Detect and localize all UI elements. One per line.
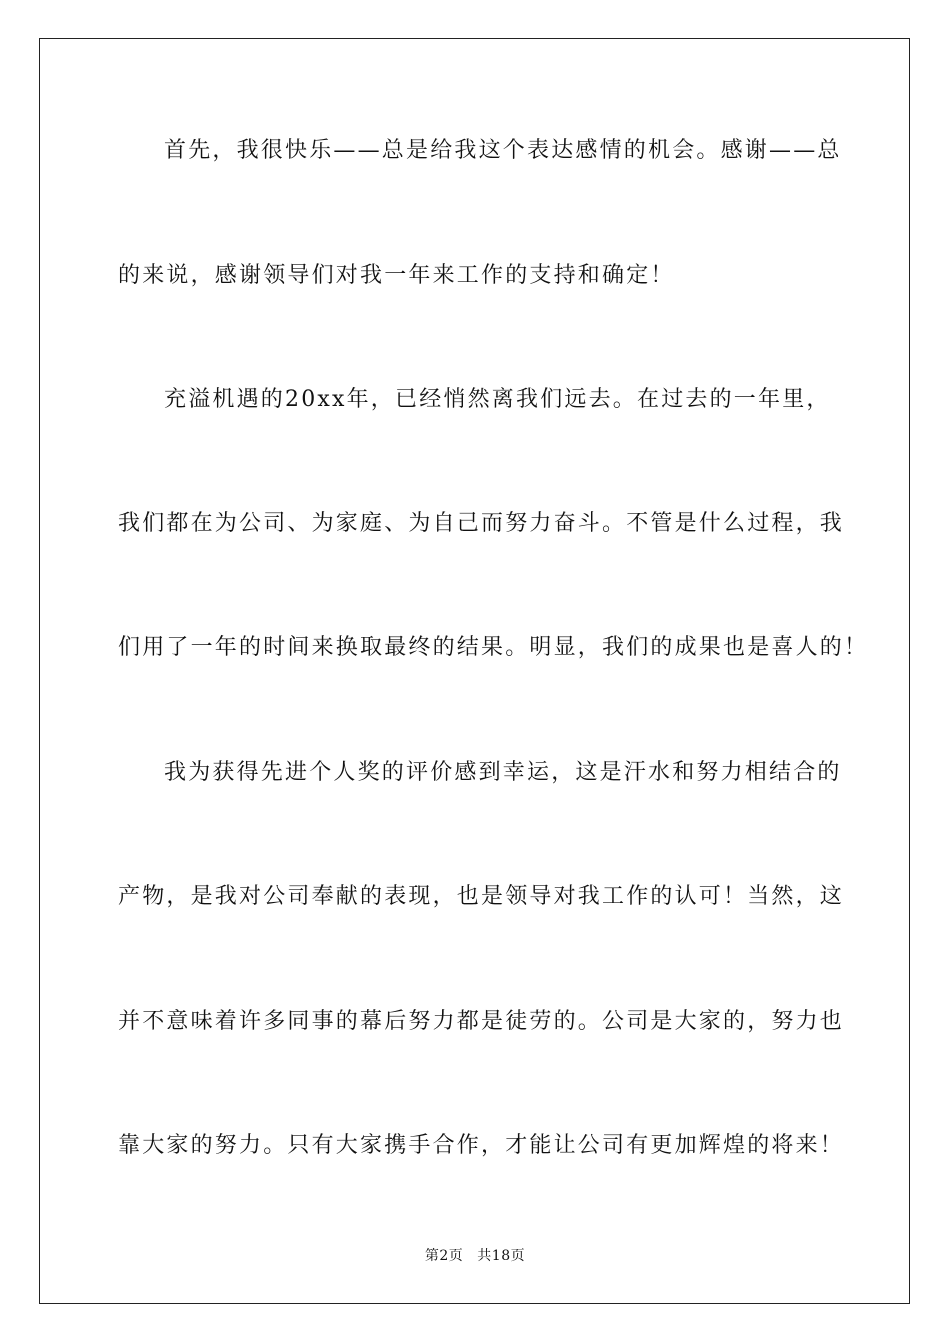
paragraph-line: 充溢机遇的20xx年，已经悄然离我们远去。在过去的一年里， [164, 387, 831, 412]
paragraph-line: 我为获得先进个人奖的评价感到幸运，这是汗水和努力相结合的 [164, 760, 842, 785]
paragraph-line: 的来说，感谢领导们对我一年来工作的支持和确定！ [118, 263, 675, 288]
page-total: 共18页 [477, 1248, 526, 1264]
paragraph-line: 们用了一年的时间来换取最终的结果。明显，我们的成果也是喜人的！ [118, 635, 869, 660]
paragraph-line: 并不意味着许多同事的幕后努力都是徒劳的。公司是大家的，努力也 [118, 1009, 845, 1034]
page-number: 第2页 [424, 1248, 464, 1264]
page-border [39, 38, 910, 1304]
paragraph-line: 产物，是我对公司奉献的表现，也是领导对我工作的认可！当然，这 [118, 884, 845, 909]
paragraph-line: 我们都在为公司、为家庭、为自己而努力奋斗。不管是什么过程，我 [118, 511, 845, 536]
page-footer [0, 1246, 950, 1266]
paragraph-line: 靠大家的努力。只有大家携手合作，才能让公司有更加辉煌的将来！ [118, 1133, 845, 1158]
paragraph-line: 首先，我很快乐——总是给我这个表达感情的机会。感谢——总 [164, 138, 842, 163]
